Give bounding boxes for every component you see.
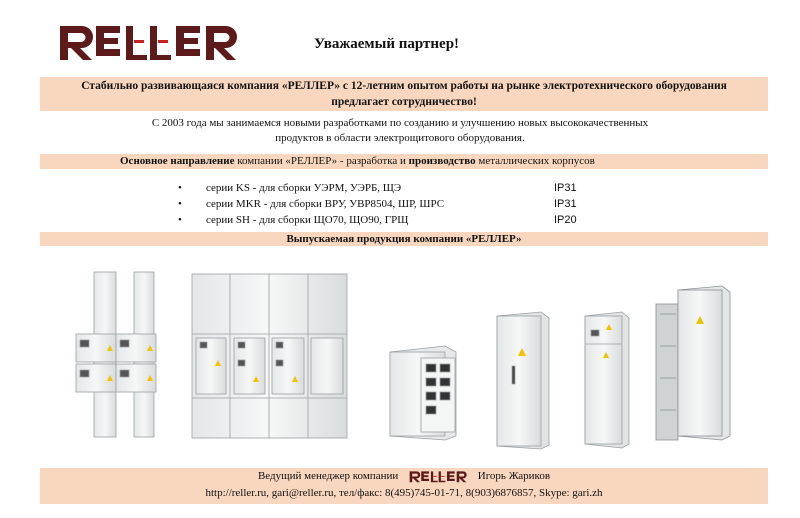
cabinet-mkr-double (585, 312, 629, 448)
series-text: серии SH - для сборки ЩО70, ЩО90, ГРЩ (206, 214, 409, 226)
list-item (178, 212, 598, 228)
direction-bold-2: производство (408, 155, 476, 167)
reller-small-logo (409, 470, 467, 483)
cabinet-ks-towers (76, 272, 156, 437)
company-banner (40, 77, 768, 111)
banner-line-1: Стабильно развивающаяся компания «РЕЛЛЕР» с 12-летним опытом работы на рынке электротехнического оборудования (81, 80, 727, 92)
ip-rating: IP20 (554, 214, 577, 226)
intro-line-1: С 2003 года мы занимаемся новыми разработками по созданию и улучшению новых высококачественных (151, 117, 649, 129)
list-item (178, 180, 598, 196)
reller-logo (58, 22, 238, 62)
bullet: • (178, 198, 182, 210)
cabinet-mkr-single (497, 312, 549, 449)
cabinet-ks-panel (192, 274, 347, 438)
cabinet-sh-frame (656, 286, 730, 440)
ip-rating: IP31 (554, 198, 577, 210)
direction-banner (40, 154, 768, 169)
intro-line-2: продуктов в области электрощитового оборудования. (275, 132, 525, 144)
bullet: • (178, 182, 182, 194)
greeting: Уважаемый партнер! (314, 36, 460, 52)
series-list (178, 180, 598, 228)
series-text: серии MKR - для сборки ВРУ, УВР8504, ШР, ШРС (206, 198, 445, 210)
direction-text-1: компании «РЕЛЛЕР» - разработка и (234, 155, 409, 167)
products-heading: Выпускаемая продукция компании «РЕЛЛЕР» (40, 232, 768, 246)
contact-line: http://reller.ru, gari@reller.ru, тел/факс: 8(495)745-01-71, 8(903)6876857, Skype: gari.zh (205, 487, 603, 500)
cabinet-meter-box (390, 346, 456, 440)
list-item (178, 196, 598, 212)
intro-text (0, 116, 800, 146)
direction-bold-1: Основное направление (120, 155, 235, 167)
manager-line (40, 468, 768, 485)
footer-contacts (40, 468, 768, 504)
manager-prefix: Ведущий менеджер компании (257, 470, 399, 482)
manager-name: Игорь Жариков (477, 470, 551, 482)
bullet: • (178, 214, 182, 226)
product-illustrations (0, 262, 800, 462)
banner-line-2: предлагает сотрудничество! (331, 96, 477, 108)
direction-text-2: металлических корпусов (475, 155, 595, 167)
ip-rating: IP31 (554, 182, 577, 194)
series-text: серии KS - для сборки УЭРМ, УЭРБ, ЩЭ (206, 182, 402, 194)
